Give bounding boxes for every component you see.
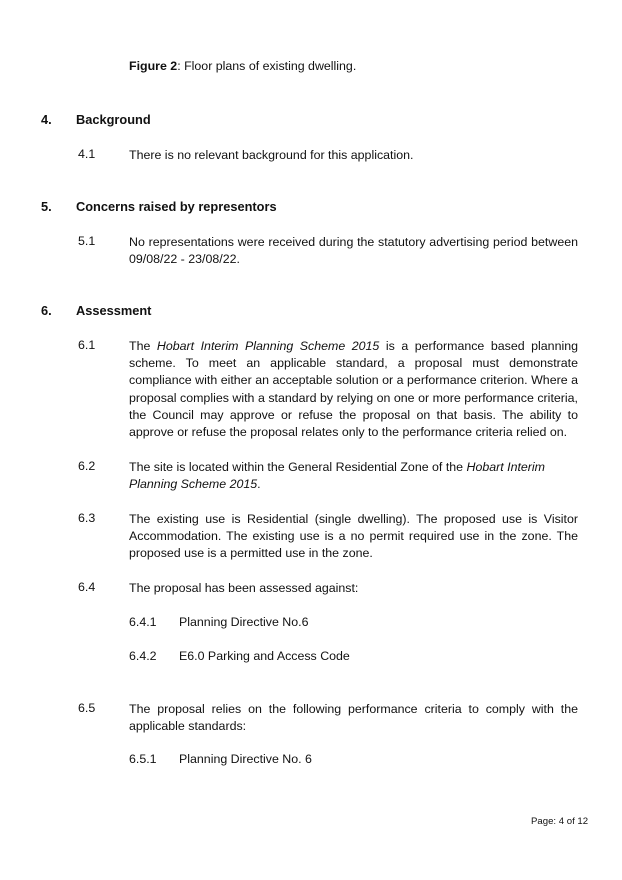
list-item-6-4-1-number: 6.4.1 (129, 615, 157, 629)
figure-caption-text: : Floor plans of existing dwelling. (177, 59, 357, 73)
section-6-number: 6. (41, 303, 52, 318)
section-4-heading: Background (76, 112, 151, 127)
section-5-number: 5. (41, 199, 52, 214)
paragraph-6-4-number: 6.4 (78, 580, 96, 594)
section-4-number: 4. (41, 112, 52, 127)
paragraph-6-2-text-a: The site is located within the General Residential Zone of the (129, 460, 467, 474)
paragraph-6-2-number: 6.2 (78, 459, 96, 473)
paragraph-6-5-number: 6.5 (78, 701, 96, 715)
paragraph-6-3-number: 6.3 (78, 511, 96, 525)
paragraph-4-1-number: 4.1 (78, 147, 96, 161)
paragraph-6-1-number: 6.1 (78, 338, 96, 352)
list-item-6-5-1-number: 6.5.1 (129, 752, 157, 766)
paragraph-6-1-text-a: The (129, 339, 157, 353)
paragraph-6-1-text (129, 338, 578, 441)
list-item-6-4-2-number: 6.4.2 (129, 649, 157, 663)
paragraph-6-3-text: The existing use is Residential (single dwelling). The proposed use is Visitor Accommodation. The existing use is a no permit required use in the zone. The proposed use is a permitted use in the zone. (129, 512, 578, 561)
paragraph-6-2-text-b: . (257, 477, 261, 492)
paragraph-6-1-scheme-name: Hobart Interim Planning Scheme 2015 (156, 339, 380, 353)
section-5-heading: Concerns raised by representors (76, 199, 277, 214)
section-6-heading: Assessment (76, 303, 152, 318)
paragraph-6-1-text-b: is a performance based planning scheme. To meet an applicable standard, a proposal must demonstrate compliance with either an acceptable solution or a performance criterion. Where a proposal complies with a standard by relying on one or more performance criteria, the Council may approve or refuse the proposal on that basis. The ability to approve or refuse the proposal relates only to the performance criteria relied on. (129, 339, 578, 440)
figure-caption (129, 59, 356, 73)
paragraph-6-2-scheme-name: Hobart Interim Planning Scheme 2015 (129, 460, 546, 492)
paragraph-4-1-text: There is no relevant background for this application. (129, 148, 414, 162)
list-item-6-4-2-text: E6.0 Parking and Access Code (179, 649, 350, 663)
page-number: Page: 4 of 12 (531, 816, 589, 827)
paragraph-6-5-text: The proposal relies on the following performance criteria to comply with the applicable standards: (129, 702, 578, 734)
list-item-6-5-1-text: Planning Directive No. 6 (179, 752, 312, 766)
paragraph-6-2-text (129, 459, 578, 493)
paragraph-5-1-number: 5.1 (78, 234, 96, 248)
paragraph-5-1-text: No representations were received during the statutory advertising period between 09/08/22 - 23/08/22. (129, 235, 578, 267)
paragraph-6-4-text: The proposal has been assessed against: (129, 581, 359, 595)
list-item-6-4-1-text: Planning Directive No.6 (179, 615, 309, 629)
figure-label: Figure 2 (129, 59, 178, 73)
